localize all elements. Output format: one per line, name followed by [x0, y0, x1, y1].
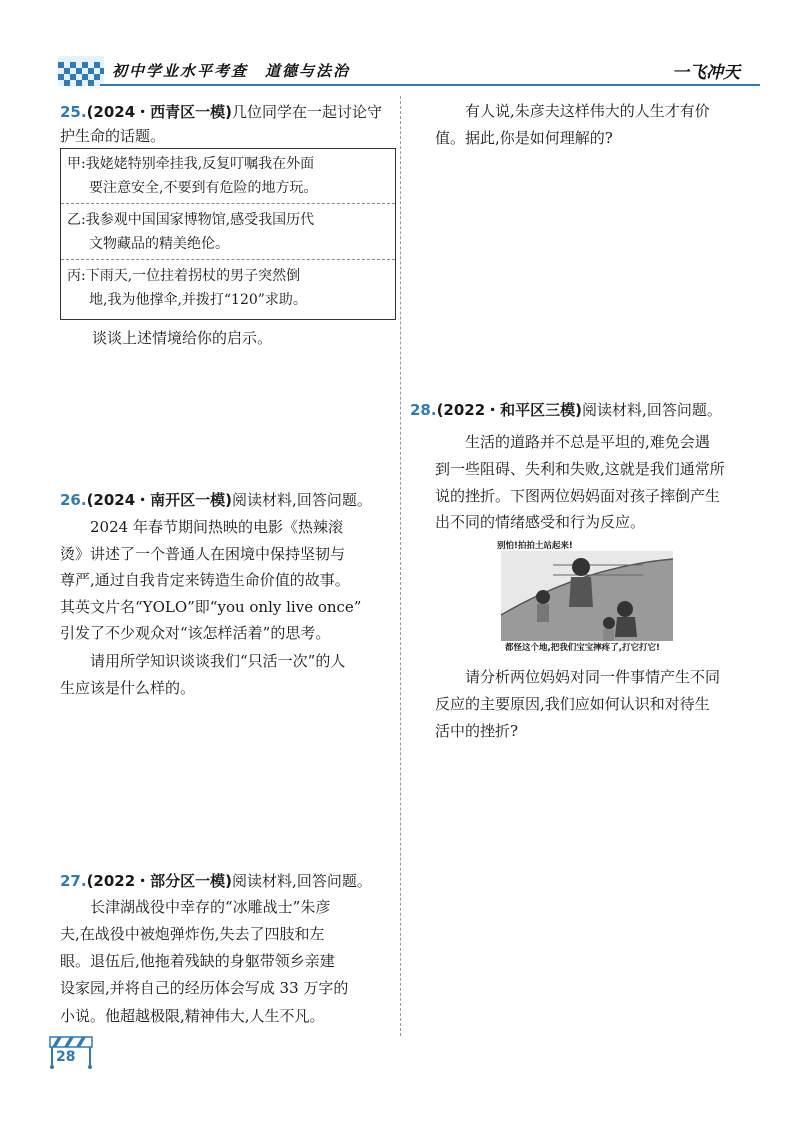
- dialogue-line: 甲:我姥姥特别牵挂我,反复叮嘱我在外面: [67, 156, 315, 172]
- question-text: 护生命的话题。: [60, 127, 166, 145]
- dialogue-line: 乙:我参观中国国家博物馆,感受我国历代: [67, 212, 315, 228]
- paragraph-line: 眼。退伍后,他拖着残缺的身躯带领乡亲建: [60, 952, 335, 970]
- paragraph-line: 说的挫折。下图两位妈妈面对孩子摔倒产生: [435, 487, 721, 505]
- question-27-heading: [60, 869, 372, 893]
- dialogue-line: 要注意安全,不要到有危险的地方玩。: [89, 180, 318, 196]
- question-source: (2024・南开区一模): [86, 491, 233, 509]
- question-source: (2024・西青区一模): [86, 103, 233, 121]
- cartoon-drawing: [493, 537, 681, 653]
- cartoon-illustration: [493, 537, 681, 653]
- question-text: 阅读材料,回答问题。: [232, 872, 372, 890]
- paragraph-line: 请用所学知识谈谈我们“只活一次”的人: [90, 652, 346, 670]
- question-text: 几位同学在一起讨论守: [232, 103, 383, 121]
- paragraph-line: 长津湖战役中幸存的“冰雕战士”朱彦: [90, 898, 331, 916]
- dialogue-separator: [61, 259, 395, 260]
- question-source: (2022・和平区三模): [436, 401, 583, 419]
- paragraph-line: 到一些阻碍、失利和失败,这就是我们通常所: [435, 460, 725, 478]
- paragraph-line: 值。据此,你是如何理解的?: [435, 129, 613, 147]
- question-text: 阅读材料,回答问题。: [232, 491, 372, 509]
- checkered-flag-icon: [58, 56, 104, 86]
- question-number: 27.: [60, 872, 87, 890]
- paragraph-line: 出不同的情绪感受和行为反应。: [435, 513, 646, 531]
- question-26-heading: [60, 488, 372, 512]
- header-title: 初中学业水平考查 道德与法治: [112, 62, 351, 80]
- header-divider: [100, 84, 760, 86]
- paragraph-line: 生活的道路并不总是平坦的,难免会遇: [465, 433, 710, 451]
- question-28-heading: [410, 398, 722, 422]
- paragraph-line: 其英文片名“YOLO”即“you only live once”: [60, 598, 362, 616]
- dialogue-line: 丙:下雨天,一位拄着拐杖的男子突然倒: [67, 268, 301, 284]
- dialogue-line: 地,我为他撑伞,并拨打“120”求助。: [89, 292, 307, 308]
- paragraph-line: 夫,在战役中被炮弹炸伤,失去了四肢和左: [60, 925, 325, 943]
- paragraph-line: 设家园,并将自己的经历体会写成 33 万字的: [60, 979, 349, 997]
- paragraph-line: 烫》讲述了一个普通人在困境中保持坚韧与: [60, 545, 346, 563]
- paragraph-line: 生应该是什么样的。: [60, 679, 196, 697]
- paragraph-line: 请分析两位妈妈对同一件事情产生不同: [465, 668, 721, 686]
- question-25-heading: [60, 100, 382, 124]
- paragraph-line: 尊严,通过自我肯定来铸造生命价值的故事。: [60, 571, 350, 589]
- figure-caption-bottom: 都怪这个地,把我们宝宝摔疼了,打它打它!: [505, 643, 660, 653]
- question-number: 25.: [60, 103, 87, 121]
- dialogue-line: 文物藏品的精美绝伦。: [89, 236, 229, 252]
- question-number: 28.: [410, 401, 437, 419]
- question-number: 26.: [60, 491, 87, 509]
- paragraph-line: 引发了不少观众对“该怎样活着”的思考。: [60, 624, 331, 642]
- page-number: 28: [56, 1049, 76, 1065]
- paragraph-line: 2024 年春节期间热映的电影《热辣滚: [90, 518, 343, 536]
- question-prompt: 谈谈上述情境给你的启示。: [92, 329, 273, 347]
- figure-caption-top: 别怕!拍拍土站起来!: [497, 541, 573, 551]
- paragraph-line: 小说。他超越极限,精神伟大,人生不凡。: [60, 1007, 325, 1025]
- paragraph-line: 有人说,朱彦夫这样伟大的人生才有价: [465, 102, 710, 120]
- header-brand-logo: 一飞冲天: [672, 63, 740, 83]
- paragraph-line: 反应的主要原因,我们应如何认识和对待生: [435, 695, 710, 713]
- question-source: (2022・部分区一模): [86, 872, 233, 890]
- paragraph-line: 活中的挫折?: [435, 722, 519, 740]
- dialogue-box: [60, 148, 396, 320]
- column-divider: [400, 96, 401, 1036]
- dialogue-separator: [61, 203, 395, 204]
- question-text: 阅读材料,回答问题。: [582, 401, 722, 419]
